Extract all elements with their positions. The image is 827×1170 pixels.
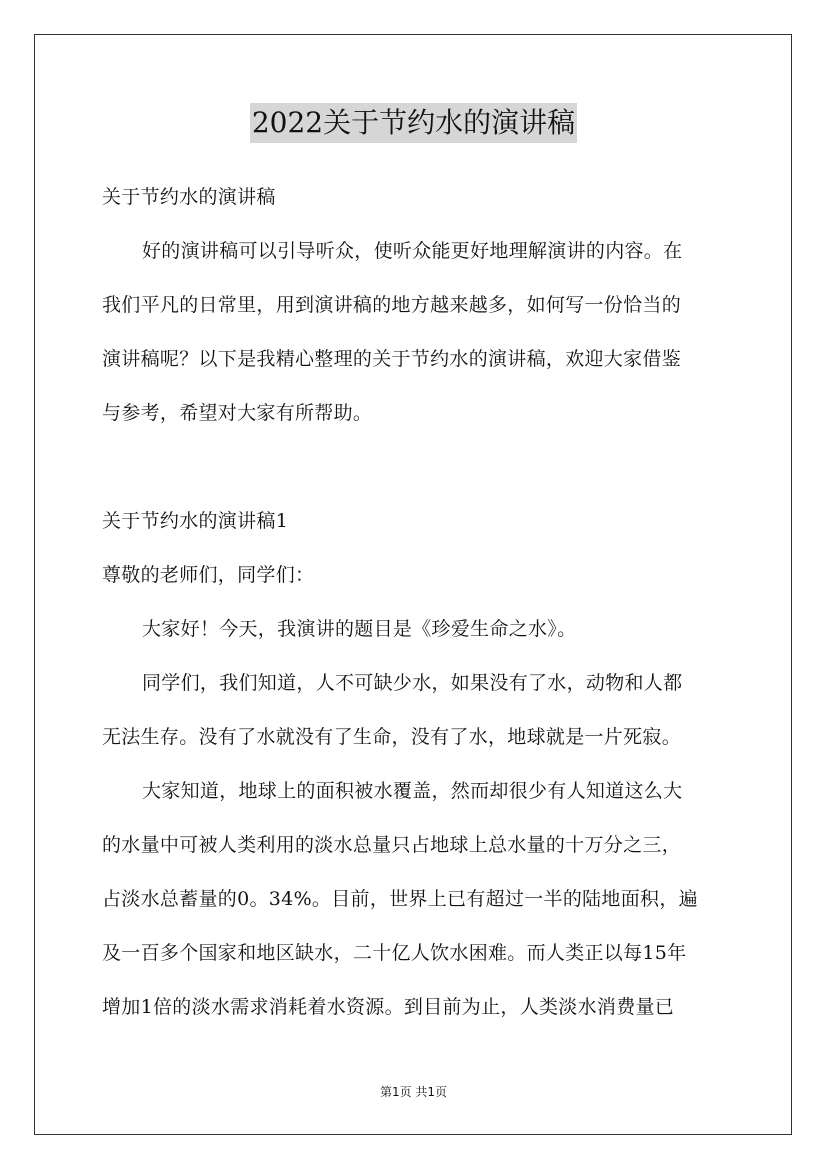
body-line: 占淡水总蓄量的0。34%。目前，世界上已有超过一半的陆地面积，遍 [102,888,698,910]
body-line: 好的演讲稿可以引导听众，使听众能更好地理解演讲的内容。在 [142,240,683,262]
document-body [102,170,726,1034]
document-title: 2022关于节约水的演讲稿 [250,103,577,143]
body-line: 增加1倍的淡水需求消耗着水资源。到目前为止，人类淡水消费量已 [102,996,675,1018]
section-heading: 关于节约水的演讲稿1 [102,510,289,532]
body-line: 的水量中可被人类利用的淡水总量只占地球上总水量的十万分之三， [102,834,682,856]
salutation-line: 尊敬的老师们，同学们： [102,564,315,586]
section-heading: 关于节约水的演讲稿 [102,186,276,208]
page-footer: 第1页 共1页 [379,1085,448,1099]
body-line: 与参考，希望对大家有所帮助。 [102,402,373,424]
body-line: 大家知道，地球上的面积被水覆盖，然而却很少有人知道这么大 [142,780,683,802]
body-line: 大家好！今天，我演讲的题目是《珍爱生命之水》。 [142,618,577,640]
body-line: 同学们，我们知道，人不可缺少水，如果没有了水，动物和人都 [142,672,683,694]
body-line: 演讲稿呢？以下是我精心整理的关于节约水的演讲稿，欢迎大家借鉴 [102,348,682,370]
body-line: 我们平凡的日常里，用到演讲稿的地方越来越多，如何写一份恰当的 [102,294,682,316]
body-line: 无法生存。没有了水就没有了生命，没有了水，地球就是一片死寂。 [102,726,682,748]
title-container [0,103,827,143]
body-line: 及一百多个国家和地区缺水，二十亿人饮水困难。而人类正以每15年 [102,942,687,964]
blank-line [102,440,726,494]
